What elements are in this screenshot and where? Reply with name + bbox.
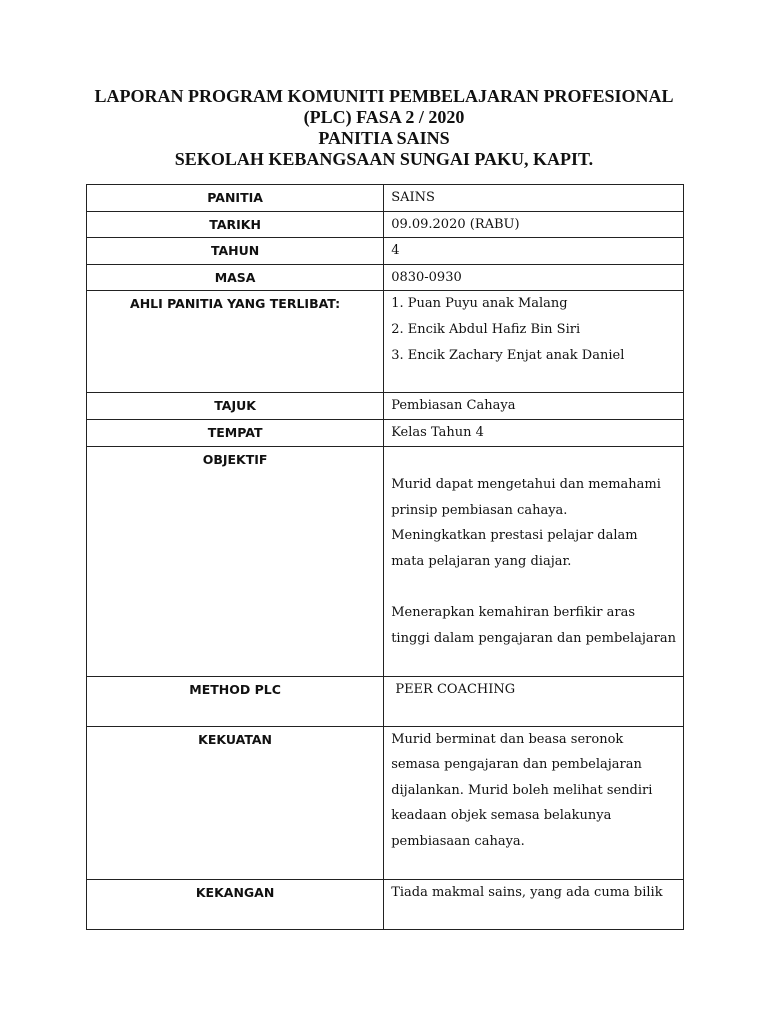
report-school: SEKOLAH KEBANGSAAN SUNGAI PAKU, KAPIT. [174, 149, 594, 169]
objective-line: tinggi dalam pengajaran dan pembelajaran [391, 630, 676, 646]
tempat-value: Kelas Tahun 4 [384, 419, 684, 446]
table-row-tarikh [87, 211, 684, 238]
tajuk-label: TAJUK [87, 393, 384, 420]
table-row-tajuk [87, 393, 684, 420]
table-row-objektif [87, 446, 684, 676]
member-item: 3. Encik Zachary Enjat anak Daniel [391, 347, 625, 363]
member-item: 2. Encik Abdul Hafiz Bin Siri [391, 321, 581, 337]
table-row-kekuatan [87, 726, 684, 879]
masa-value: 0830-0930 [384, 264, 684, 291]
table-row-masa [87, 264, 684, 291]
tahun-label: TAHUN [87, 238, 384, 265]
table-row-method [87, 676, 684, 726]
kekuatan-label: KEKUATAN [87, 726, 384, 879]
objektif-label: OBJEKTIF [87, 446, 384, 676]
strength-line: semasa pengajaran dan pembelajaran [391, 757, 642, 773]
strength-line: dijalankan. Murid boleh melihat sendiri [391, 782, 653, 798]
objective-line: Meningkatkan prestasi pelajar dalam [391, 528, 638, 544]
tempat-label: TEMPAT [87, 419, 384, 446]
ahli-value [384, 291, 684, 393]
method-label: METHOD PLC [87, 676, 384, 726]
tarikh-value: 09.09.2020 (RABU) [384, 211, 684, 238]
objective-line: prinsip pembiasan cahaya. [391, 502, 568, 518]
table-row-tahun [87, 238, 684, 265]
tarikh-label: TARIKH [87, 211, 384, 238]
report-title: LAPORAN PROGRAM KOMUNITI PEMBELAJARAN PROFESIONAL [94, 86, 674, 106]
strength-line: keadaan objek semasa belakunya [391, 808, 612, 824]
objective-line: Menerapkan kemahiran berfikir aras [391, 605, 635, 621]
objective-line: Murid dapat mengetahui dan memahami [391, 477, 661, 493]
method-value: PEER COACHING [384, 676, 684, 726]
table-row-ahli [87, 291, 684, 393]
tajuk-value: Pembiasan Cahaya [384, 393, 684, 420]
strength-line: pembiasaan cahaya. [391, 833, 525, 849]
tahun-value: 4 [384, 238, 684, 265]
table-row-panitia [87, 185, 684, 212]
report-header [0, 86, 768, 170]
member-item: 1. Puan Puyu anak Malang [391, 296, 568, 312]
report-phase: (PLC) FASA 2 / 2020 [303, 107, 465, 127]
report-table [86, 184, 684, 930]
table-row-tempat [87, 419, 684, 446]
ahli-label: AHLI PANITIA YANG TERLIBAT: [87, 291, 384, 393]
kekangan-value: Tiada makmal sains, yang ada cuma bilik [384, 879, 684, 929]
panitia-label: PANITIA [87, 185, 384, 212]
masa-label: MASA [87, 264, 384, 291]
kekuatan-value [384, 726, 684, 879]
panitia-value: SAINS [384, 185, 684, 212]
strength-line: Murid berminat dan beasa seronok [391, 731, 624, 747]
objective-line: mata pelajaran yang diajar. [391, 553, 572, 569]
objektif-value [384, 446, 684, 676]
kekangan-label: KEKANGAN [87, 879, 384, 929]
table-row-kekangan [87, 879, 684, 929]
report-committee: PANITIA SAINS [318, 128, 450, 148]
